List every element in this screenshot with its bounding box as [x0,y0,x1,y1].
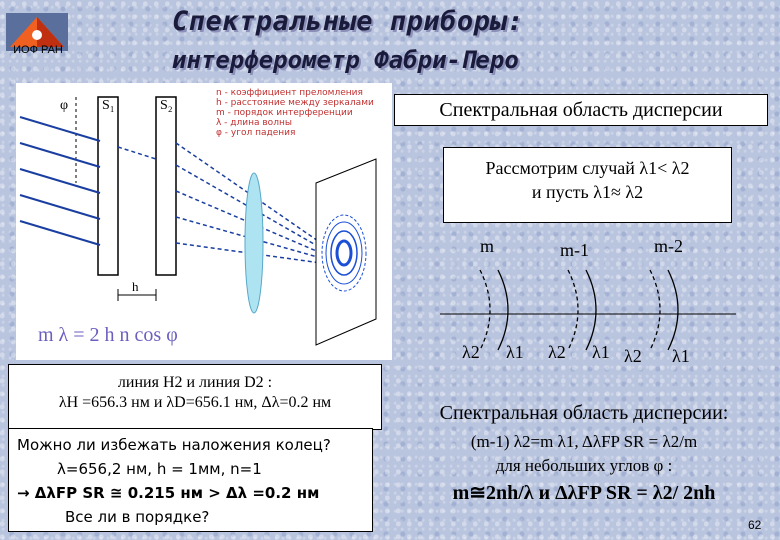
question-line-1: Можно ли избежать наложения колец? [17,436,331,454]
lens [245,173,263,313]
page-title: Спектральные приборы: [172,6,524,37]
phi-label: φ [60,98,69,113]
result-eq-2: для небольших углов φ : [495,456,673,475]
page-number: 62 [748,518,762,532]
result-eq-3: m≅2nh/λ и ΔλFP SR = λ2/ 2nh [452,482,716,504]
case-line-1: Рассмотрим случай λ1< λ2 [485,158,690,178]
lambda-label: λ1 [506,342,524,362]
lines-line-1: линия H2 и линия D2 : [117,374,273,391]
fabry-perot-figure [16,83,392,360]
lines-box [8,364,382,430]
lambda-label: λ2 [462,342,480,362]
legend-item: h - расстояние между зеркалами [216,98,374,108]
plate-s2 [156,97,176,275]
incoming-rays [20,117,100,245]
fp-formula: m λ = 2 h n cos φ [38,324,178,346]
question-line-3: → ΔλFP SR ≅ 0.215 нм > Δλ =0.2 нм [17,484,320,502]
s1-label: S₁ [102,98,115,113]
legend-item: m - порядок интерференции [216,108,353,118]
order-label: m-1 [560,240,589,260]
spectral-region-label: Спектральная область дисперсии [439,99,723,121]
figure-legend [216,88,374,138]
spectral-region-box [394,94,768,126]
plate-s1 [98,97,118,275]
lambda-label: λ2 [624,346,642,366]
transmitted-rays [118,143,321,263]
s2-label: S₂ [160,98,173,113]
case-line-2: и пусть λ1≈ λ2 [531,182,644,202]
lines-line-2: λH =656.3 нм и λD=656.1 нм, Δλ=0.2 нм [58,394,332,411]
h-label: h [132,279,139,294]
fabry-perot-diagram [16,83,392,360]
question-line-4: Все ли в порядке? [65,508,210,526]
legend-item: λ - длина волны [216,118,292,128]
legend-item: n - коэффициент преломления [216,88,363,98]
screen [316,159,376,345]
question-line-2: λ=656,2 нм, h = 1мм, n=1 [57,460,262,478]
legend-item: φ - угол падения [216,128,296,138]
page-subtitle: интерферометр Фабри-Перо [172,46,519,74]
question-box [8,428,373,532]
result-eq-1: (m-1) λ2=m λ1, ΔλFP SR = λ2/m [470,432,698,451]
org-label: ИОФ РАН [13,44,63,56]
case-box [443,147,732,223]
lambda-label: λ1 [672,346,690,366]
lambda-label: λ2 [548,342,566,362]
rings-order-diagram [440,230,750,370]
order-label: m [480,236,495,256]
lambda-label: λ1 [592,342,610,362]
order-label: m-2 [654,236,683,256]
result-heading: Спектральная область дисперсии: [439,402,729,424]
